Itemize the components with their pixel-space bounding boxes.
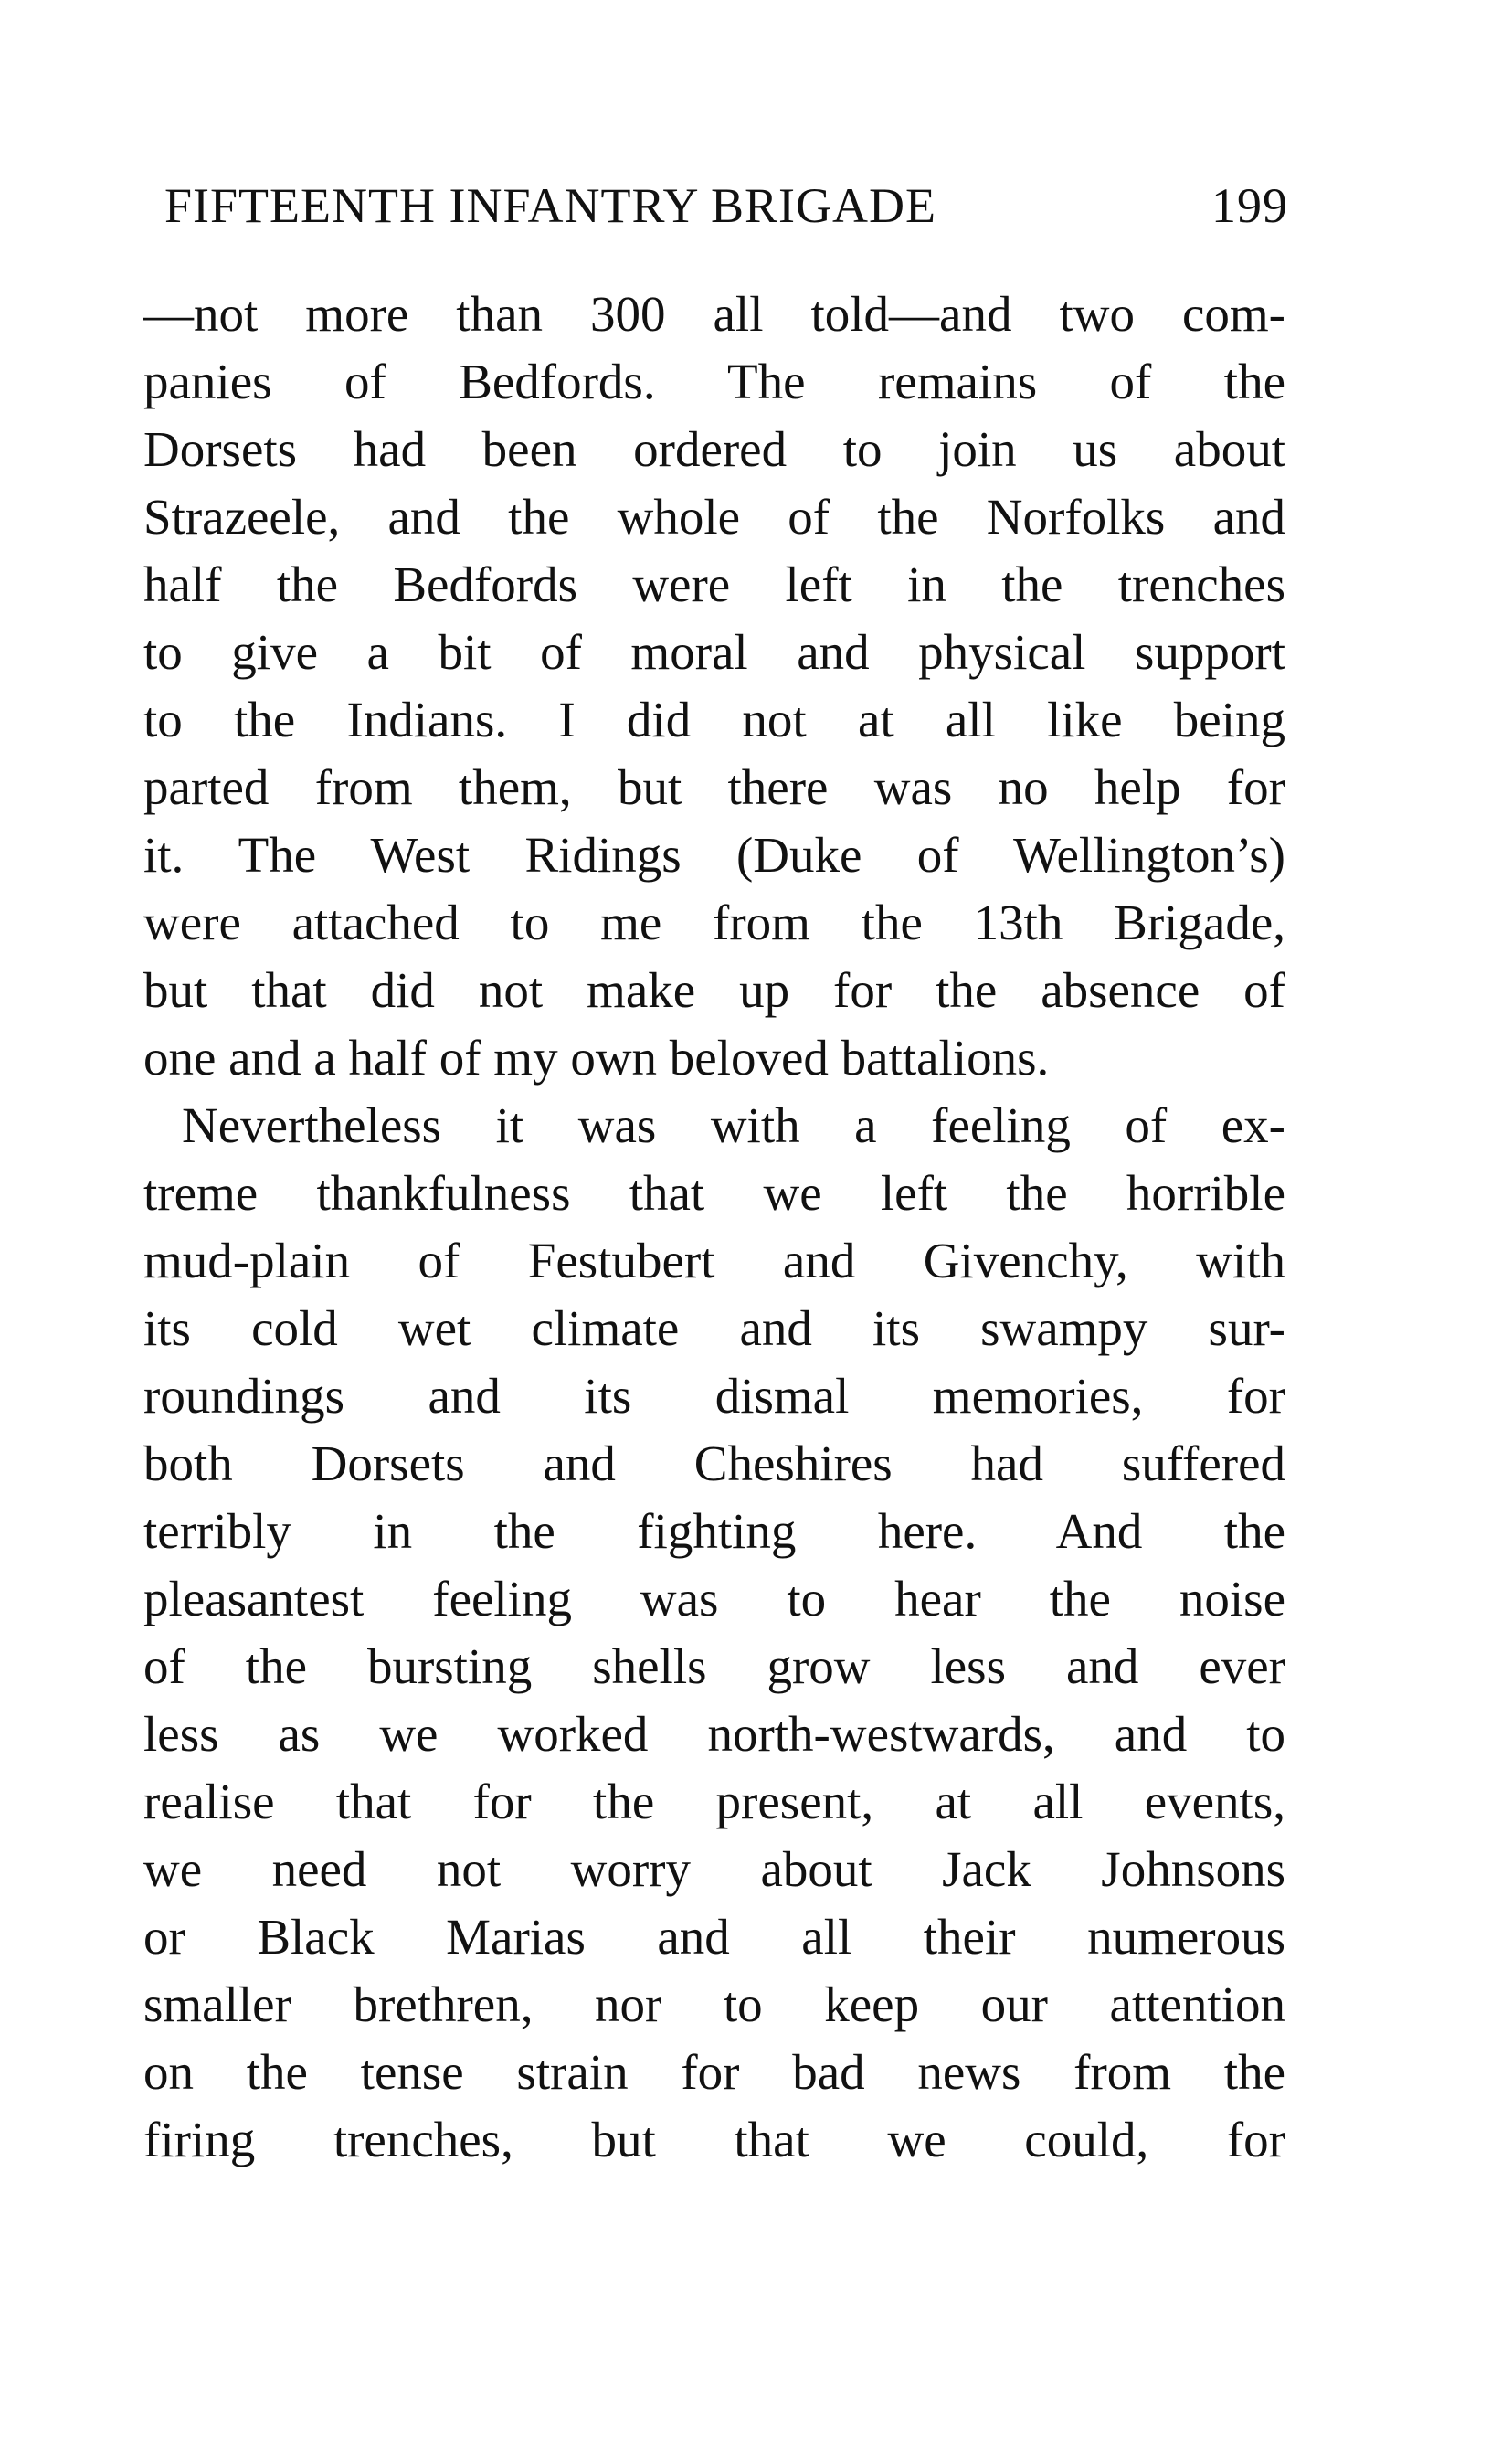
text-line: were attached to me from the 13th Brigade, xyxy=(143,895,1285,950)
text-line: its cold wet climate and its swampy sur- xyxy=(143,1300,1285,1356)
text-line: both Dorsets and Cheshires had suffered xyxy=(143,1436,1285,1491)
paragraph xyxy=(143,281,1285,1092)
text-line: to the Indians. I did not at all like being xyxy=(143,692,1285,747)
text-line: parted from them, but there was no help for xyxy=(143,759,1285,815)
text-line: but that did not make up for the absence of xyxy=(143,962,1285,1018)
text-line: roundings and its dismal memories, for xyxy=(143,1368,1285,1424)
body-text xyxy=(143,281,1285,2174)
text-line: half the Bedfords were left in the trenches xyxy=(143,556,1285,612)
text-line: Strazeele, and the whole of the Norfolks and xyxy=(143,489,1285,545)
text-line: terribly in the fighting here. And the xyxy=(143,1503,1285,1559)
text-line: Nevertheless it was with a feeling of ex- xyxy=(182,1097,1285,1153)
text-line: panies of Bedfords. The remains of the xyxy=(143,354,1285,409)
text-line: one and a half of my own beloved battalions. xyxy=(143,1030,1050,1086)
running-head xyxy=(164,174,1288,238)
text-line: firing trenches, but that we could, for xyxy=(143,2112,1285,2167)
text-line: mud-plain of Festubert and Givenchy, with xyxy=(143,1233,1285,1288)
text-line: we need not worry about Jack Johnsons xyxy=(143,1841,1285,1897)
text-line: smaller brethren, nor to keep our attention xyxy=(143,1976,1285,2032)
text-line: on the tense strain for bad news from the xyxy=(143,2044,1285,2100)
text-line: pleasantest feeling was to hear the noise xyxy=(143,1571,1285,1626)
text-line: of the bursting shells grow less and ever xyxy=(143,1638,1285,1694)
text-line: treme thankfulness that we left the horrible xyxy=(143,1165,1285,1221)
text-line: it. The West Ridings (Duke of Wellington’s) xyxy=(143,827,1285,883)
text-line: less as we worked north-westwards, and to xyxy=(143,1706,1285,1762)
text-line: to give a bit of moral and physical support xyxy=(143,624,1285,680)
paragraph xyxy=(143,1092,1285,2174)
text-line: Dorsets had been ordered to join us about xyxy=(143,421,1285,477)
text-line: —not more than 300 all told—and two com- xyxy=(143,286,1285,342)
text-line: realise that for the present, at all events, xyxy=(143,1774,1285,1829)
page-number: 199 xyxy=(1211,178,1288,233)
running-title: FIFTEENTH INFANTRY BRIGADE xyxy=(164,178,936,233)
text-line: or Black Marias and all their numerous xyxy=(143,1909,1285,1965)
